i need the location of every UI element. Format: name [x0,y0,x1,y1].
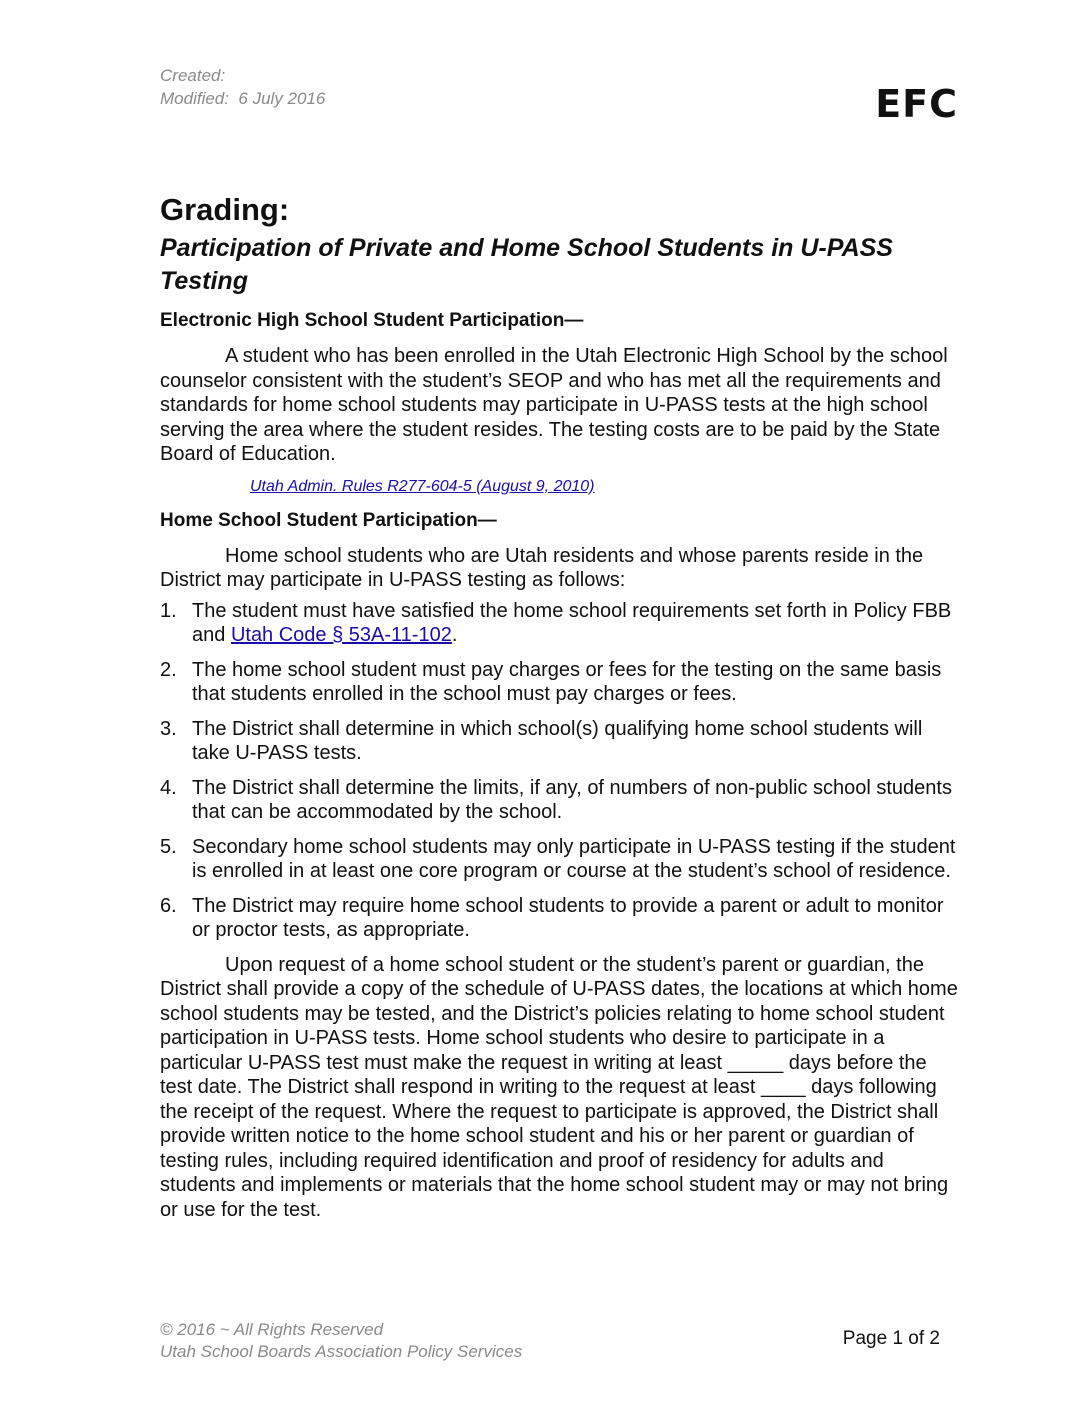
list-item-number: 2. [160,658,177,681]
list-item-text: The District may require home school students to provide a parent or adult to monitor or proctor tests, as appropriate. [192,894,944,941]
section-heading-home-school: Home School Student Participation— [160,509,497,531]
utah-code-link[interactable]: Utah Code § 53A-11-102 [230,624,452,646]
home-school-closing-paragraph: Upon request of a home school student or the student’s parent or guardian, the District shall provide a copy of the schedule of U-PASS dates, the locations at which home school students may be tested, and the District’s policies relating to home school student participation in U-PASS tests. Home school students who desire to participate in a particular U-PASS test must make the request in writing at least _____ days before the test date. The District shall respond in writing to the request at least ____ days following the receipt of the request. Where the request to participate is approved, the District shall provide written notice to the home school student and his or her parent or guardian of testing rules, including required identification and proof of residency for adults and students and implements or materials that the home school student may or may not bring or use for the test. [160,953,958,1221]
list-item-number: 1. [160,599,177,622]
list-item [160,894,960,943]
list-item [160,658,960,707]
document-metadata [160,64,325,110]
page-title: Grading: [160,192,290,227]
requirements-list [160,599,960,943]
page-number: Page 1 of 2 [842,1328,940,1349]
list-item-number: 3. [160,717,177,740]
list-item-text [192,599,960,648]
modified-label: Modified: 6 July 2016 [160,89,326,108]
list-item [160,717,960,766]
section-heading-electronic-high-school: Electronic High School Student Participation— [160,310,584,331]
copyright-text: © 2016 ~ All Rights Reserved [160,1320,384,1339]
citation-link[interactable]: Utah Admin. Rules R277-604-5 (August 9, 2010) [250,477,595,495]
list-item-text: The District shall determine in which school(s) qualifying home school students will take U-PASS tests. [192,717,923,764]
list-item-text: The District shall determine the limits, if any, of numbers of non-public school students that can be accommodated by the school. [192,776,952,823]
policy-code: EFC [875,82,958,126]
created-label: Created: [160,66,226,85]
list-item-number: 6. [160,894,177,917]
list-item [160,776,960,825]
list-item [160,835,960,884]
list-item-text-end: . [451,624,458,646]
footer-copyright-block [160,1319,522,1363]
list-item [160,599,960,648]
home-school-intro-paragraph: Home school students who are Utah residents and whose parents reside in the District may participate in U-PASS testing as follows: [160,544,924,591]
list-item-text: The home school student must pay charges or fees for the testing on the same basis that students enrolled in the school must pay charges or fees. [192,658,942,705]
page-subtitle: Participation of Private and Home School Students in U-PASS Testing [160,234,893,295]
list-item-number: 5. [160,835,177,858]
electronic-high-school-paragraph: A student who has been enrolled in the Utah Electronic High School by the school counselor consistent with the student’s SEOP and who has met all the requirements and standards for home school students may participate in U-PASS tests at the high school serving the area where the student resides. The testing costs are to be paid by the State Board of Education. [160,345,948,465]
list-item-number: 4. [160,776,177,799]
list-item-text-body: The student must have satisfied the home school requirements set forth in Policy FBB and [192,599,952,646]
document-body [160,192,960,1222]
list-item-text: Secondary home school students may only participate in U-PASS testing if the student is enrolled in at least one core program or course at the student’s school of residence. [192,835,956,882]
publisher-text: Utah School Boards Association Policy Services [160,1342,523,1361]
